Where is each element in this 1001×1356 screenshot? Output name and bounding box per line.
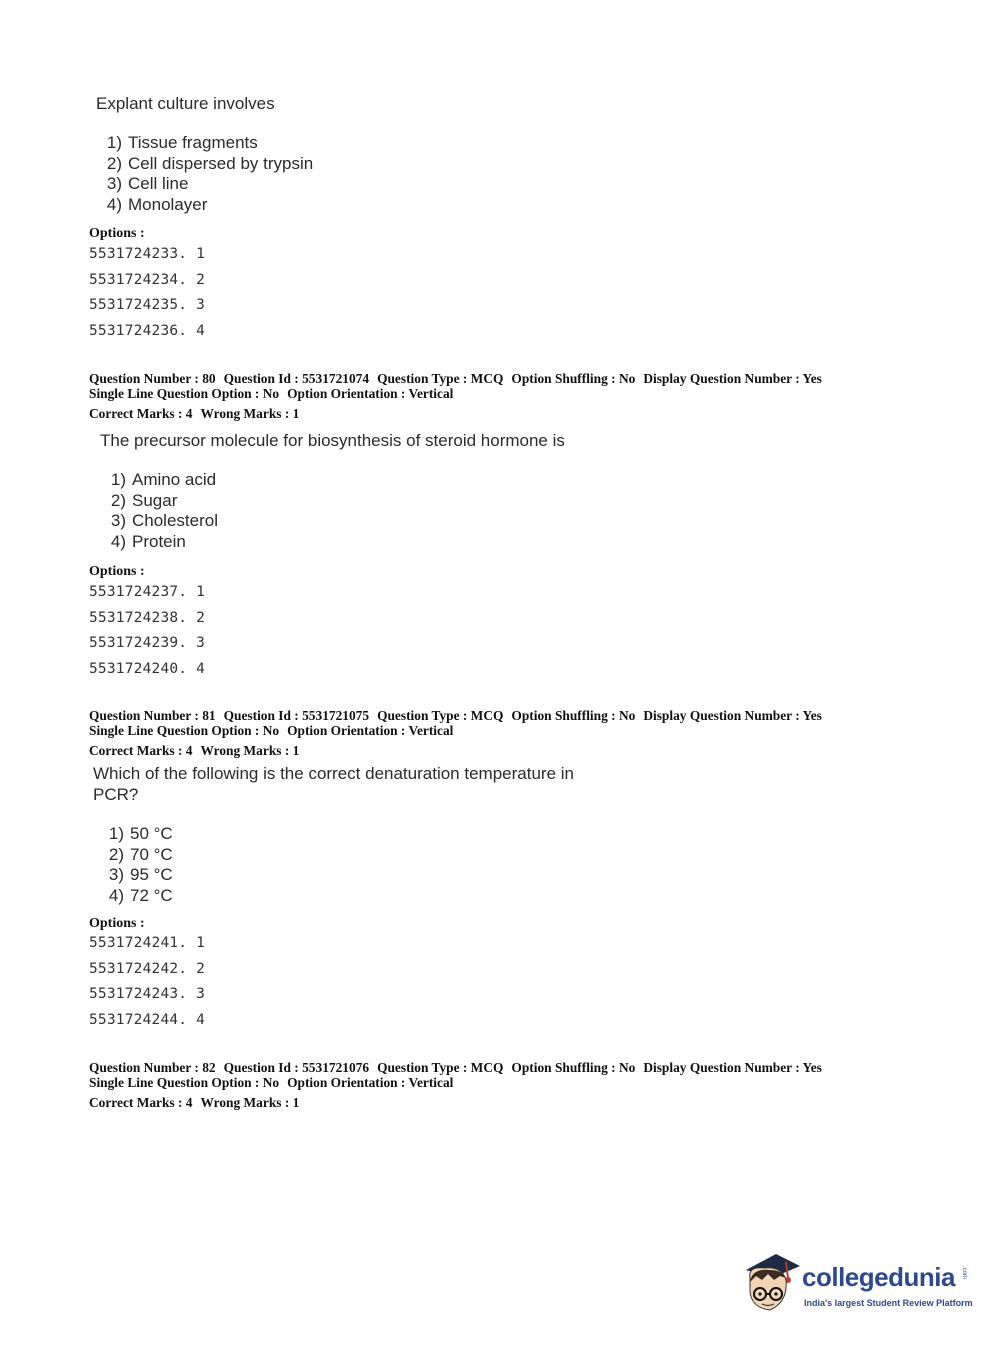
choice-item [100, 511, 218, 532]
display-question-number: Display Question Number : Yes [643, 1060, 822, 1075]
choice-list [98, 824, 173, 906]
question-number: Question Number : 81 [89, 708, 216, 723]
question-number: Question Number : 80 [89, 371, 216, 386]
question-meta [89, 371, 822, 421]
meta-line [89, 743, 822, 758]
question-id: Question Id : 5531721074 [223, 371, 370, 386]
options-list [89, 580, 205, 682]
meta-line [89, 1075, 822, 1090]
options-heading: Options : [89, 564, 145, 579]
choice-text: Cell line [128, 174, 189, 193]
choice-text: 50 °C [130, 824, 173, 843]
choice-list [100, 470, 218, 552]
question-stem [93, 764, 574, 805]
choice-item [100, 532, 218, 553]
single-line-option: Single Line Question Option : No [89, 386, 280, 401]
option-item: 5531724241. 1 [89, 935, 206, 951]
question-type: Question Type : MCQ [377, 708, 504, 723]
options-list [89, 242, 205, 344]
single-line-option: Single Line Question Option : No [89, 723, 280, 738]
choice-text: 70 °C [130, 844, 173, 864]
options-heading: Options : [89, 226, 145, 241]
question-stem-line: The precursor molecule for biosynthesis of steroid hormone is [100, 431, 565, 450]
question-meta [89, 1060, 822, 1110]
choice-text: Tissue fragments [128, 133, 258, 152]
option-orientation: Option Orientation : Vertical [287, 1075, 454, 1090]
option-item: 5531724244. 4 [89, 1011, 206, 1028]
choice-text: Sugar [132, 490, 178, 510]
choice-text: Cholesterol [132, 511, 218, 530]
choice-number: 4) [110, 531, 126, 551]
option-shuffling: Option Shuffling : No [511, 708, 636, 723]
choice-text: 72 °C [130, 885, 173, 905]
choice-number: 4) [108, 885, 124, 905]
option-orientation: Option Orientation : Vertical [287, 386, 454, 401]
single-line-option: Single Line Question Option : No [89, 1075, 280, 1090]
question-id: Question Id : 5531721076 [223, 1060, 370, 1075]
option-item: 5531724238. 2 [89, 609, 206, 626]
option-item: 5531724237. 1 [89, 584, 206, 600]
question-type: Question Type : MCQ [377, 1060, 504, 1075]
choice-item [98, 886, 173, 907]
question-stem-line: PCR? [93, 785, 139, 804]
option-item: 5531724242. 2 [89, 960, 206, 977]
option-item: 5531724240. 4 [89, 660, 206, 677]
logo-wordmark: collegedunia [802, 1262, 955, 1292]
meta-line [89, 386, 822, 401]
choice-number: 2) [110, 490, 126, 510]
meta-line [89, 406, 822, 421]
option-shuffling: Option Shuffling : No [511, 371, 636, 386]
choice-number: 4) [106, 194, 122, 214]
meta-line [89, 723, 822, 738]
choice-number: 2) [108, 844, 124, 864]
choice-number: 3) [106, 174, 122, 193]
choice-text: Cell dispersed by trypsin [128, 153, 314, 173]
meta-line [89, 1060, 822, 1075]
option-item: 5531724239. 3 [89, 635, 206, 651]
choice-number: 1) [106, 133, 122, 152]
correct-marks: Correct Marks : 4 [89, 406, 193, 421]
option-item: 5531724243. 3 [89, 986, 206, 1002]
mascot-icon [742, 1252, 804, 1318]
choice-number: 3) [108, 865, 124, 884]
choice-item [96, 195, 313, 216]
options-heading: Options : [89, 916, 145, 931]
option-orientation: Option Orientation : Vertical [287, 723, 454, 738]
choice-number: 2) [106, 153, 122, 173]
correct-marks: Correct Marks : 4 [89, 1095, 193, 1110]
choice-list [96, 133, 313, 215]
question-meta [89, 708, 822, 758]
correct-marks: Correct Marks : 4 [89, 743, 193, 758]
option-item: 5531724236. 4 [89, 322, 206, 339]
choice-item [96, 174, 313, 195]
question-number: Question Number : 82 [89, 1060, 216, 1075]
choice-text: Monolayer [128, 194, 208, 214]
meta-line [89, 371, 822, 386]
question-stem-line: Which of the following is the correct denaturation temperature in [93, 764, 574, 783]
wrong-marks: Wrong Marks : 1 [200, 1095, 300, 1110]
option-item: 5531724234. 2 [89, 271, 206, 288]
options-list [89, 931, 205, 1033]
question-id: Question Id : 5531721075 [223, 708, 370, 723]
choice-number: 1) [110, 470, 126, 489]
choice-item [98, 845, 173, 866]
choice-item [100, 491, 218, 512]
choice-text: Protein [132, 531, 186, 551]
choice-text: Amino acid [132, 470, 217, 489]
collegedunia-logo[interactable] [742, 1252, 972, 1320]
question-stem-line: Explant culture involves [96, 94, 275, 113]
choice-item [98, 865, 173, 886]
question-type: Question Type : MCQ [377, 371, 504, 386]
display-question-number: Display Question Number : Yes [643, 708, 822, 723]
choice-number: 3) [110, 511, 126, 530]
logo-tagline: India's largest Student Review Platform [804, 1298, 973, 1308]
option-item: 5531724233. 1 [89, 246, 206, 262]
meta-line [89, 1095, 822, 1110]
logo-domain-suffix: .com [961, 1266, 967, 1280]
choice-item [98, 824, 173, 845]
question-stem [100, 431, 565, 451]
wrong-marks: Wrong Marks : 1 [200, 406, 300, 421]
option-item: 5531724235. 3 [89, 297, 206, 313]
meta-line [89, 708, 822, 723]
display-question-number: Display Question Number : Yes [643, 371, 822, 386]
choice-item [100, 470, 218, 491]
choice-item [96, 133, 313, 154]
wrong-marks: Wrong Marks : 1 [200, 743, 300, 758]
option-shuffling: Option Shuffling : No [511, 1060, 636, 1075]
choice-item [96, 154, 313, 175]
choice-text: 95 °C [130, 865, 173, 884]
question-stem [96, 94, 275, 114]
choice-number: 1) [108, 824, 124, 843]
